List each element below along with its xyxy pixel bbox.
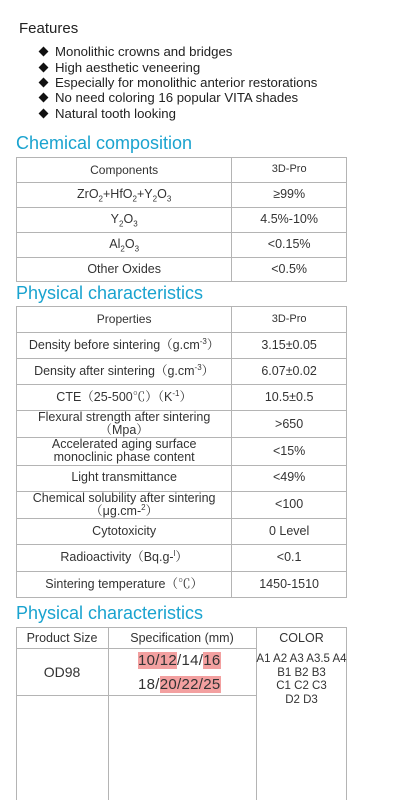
table-row	[17, 438, 347, 465]
table-row	[17, 258, 347, 282]
property-label: Sintering temperature（℃）	[17, 571, 232, 597]
feature-item: Natural tooth looking	[37, 106, 317, 121]
highlighted-spec: 20/22/25	[159, 676, 221, 693]
property-value: <100	[232, 491, 347, 518]
specification-header: Specification (mm)	[130, 631, 234, 645]
table-border-top	[16, 627, 347, 628]
feature-item: Monolithic crowns and bridges	[37, 44, 317, 59]
property-label: Accelerated aging surface monoclinic phase content	[17, 438, 232, 465]
physical-characteristics-table	[16, 306, 347, 598]
product-characteristics-title: Physical characteristics	[16, 603, 204, 623]
property-value: <49%	[232, 465, 347, 491]
component-label: $Y_2O_3$	[17, 208, 232, 233]
feature-item: Especially for monolithic anterior restorations	[37, 75, 317, 90]
table-row	[17, 465, 347, 491]
property-label: Cytotoxicity	[17, 518, 232, 544]
product-table	[16, 627, 347, 800]
table-row	[17, 208, 347, 233]
property-label: Radioactivity（Bq.g-$^l$）	[17, 544, 232, 571]
property-value: <15%	[232, 438, 347, 465]
table-row	[17, 233, 347, 258]
table-row	[17, 411, 347, 438]
property-value: 0 Level	[232, 518, 347, 544]
table-row	[17, 518, 347, 544]
3d-pro-header: 3D-Pro	[232, 158, 347, 183]
table-row	[17, 359, 347, 385]
table-row	[17, 385, 347, 411]
row-divider	[16, 695, 256, 696]
table-row	[17, 571, 347, 597]
features-list	[37, 44, 317, 121]
diamond-bullet-icon	[39, 93, 49, 103]
property-label: Chemical solubility after sintering（μg.cm-$^2$）	[17, 491, 232, 518]
property-value: 3.15±0.05	[232, 333, 347, 359]
product-size-value: OD98	[43, 664, 81, 680]
color-code-line: A1 A2 A3 A3.5 A4	[256, 653, 347, 665]
color-code-line: D2 D3	[285, 693, 318, 706]
highlighted-spec: 16	[203, 652, 221, 669]
diamond-bullet-icon	[39, 78, 49, 88]
component-label: $Al_2O_3$	[17, 233, 232, 258]
components-header: Components	[17, 158, 232, 183]
table-header-row	[17, 158, 347, 183]
features-title: Features	[19, 20, 79, 37]
diamond-bullet-icon	[39, 47, 49, 57]
table-header-row	[17, 307, 347, 333]
component-value: <0.5%	[232, 258, 347, 282]
color-header: COLOR	[279, 631, 324, 645]
property-label: Density after $sintering(g.cm^{-3})$	[17, 359, 232, 385]
feature-item: High aesthetic veneering	[37, 59, 317, 74]
component-label: $ZrO_2+HfO_2+Y_2O_3$	[17, 183, 232, 208]
property-value: 10.5±0.5	[232, 385, 347, 411]
property-label: Flexural strength after sintering（Mpa）	[17, 411, 232, 438]
color-codes	[256, 653, 347, 707]
column-divider	[108, 627, 109, 800]
component-value: ≥99%	[232, 183, 347, 208]
diamond-bullet-icon	[39, 62, 49, 72]
color-code-line: B1 B2 B3	[277, 666, 326, 679]
component-label: Other Oxides	[17, 258, 232, 282]
feature-item: No need coloring 16 popular VITA shades	[37, 90, 317, 105]
physical-characteristics-title: Physical characteristics	[16, 283, 204, 303]
component-value: <0.15%	[232, 233, 347, 258]
chemical-composition-table	[16, 157, 347, 282]
property-value: >650	[232, 411, 347, 438]
row-divider	[16, 648, 256, 649]
3d-pro-header: 3D-Pro	[232, 307, 347, 333]
specification-row: 10/12/14/16	[138, 652, 221, 669]
table-row	[17, 183, 347, 208]
property-value: 1450-1510	[232, 571, 347, 597]
properties-header: Properties	[17, 307, 232, 333]
property-label: Light transmittance	[17, 465, 232, 491]
component-value: 4.5%-10%	[232, 208, 347, 233]
property-value: <0.1	[232, 544, 347, 571]
table-border-left	[16, 627, 17, 800]
specification-row: 18/20/22/25	[138, 676, 221, 693]
table-row	[17, 544, 347, 571]
table-row	[17, 333, 347, 359]
diamond-bullet-icon	[39, 108, 49, 118]
property-label: Density before $sintering(g.cm^{-3})$	[17, 333, 232, 359]
property-label: $CTE(25-500℃)(K^{-1})$	[17, 385, 232, 411]
product-size-header: Product Size	[26, 631, 98, 645]
table-row	[17, 491, 347, 518]
highlighted-spec: 10/12	[138, 652, 178, 669]
property-value: 6.07±0.02	[232, 359, 347, 385]
color-code-line: C1 C2 C3	[276, 680, 327, 693]
chemical-composition-title: Chemical composition	[16, 133, 193, 153]
